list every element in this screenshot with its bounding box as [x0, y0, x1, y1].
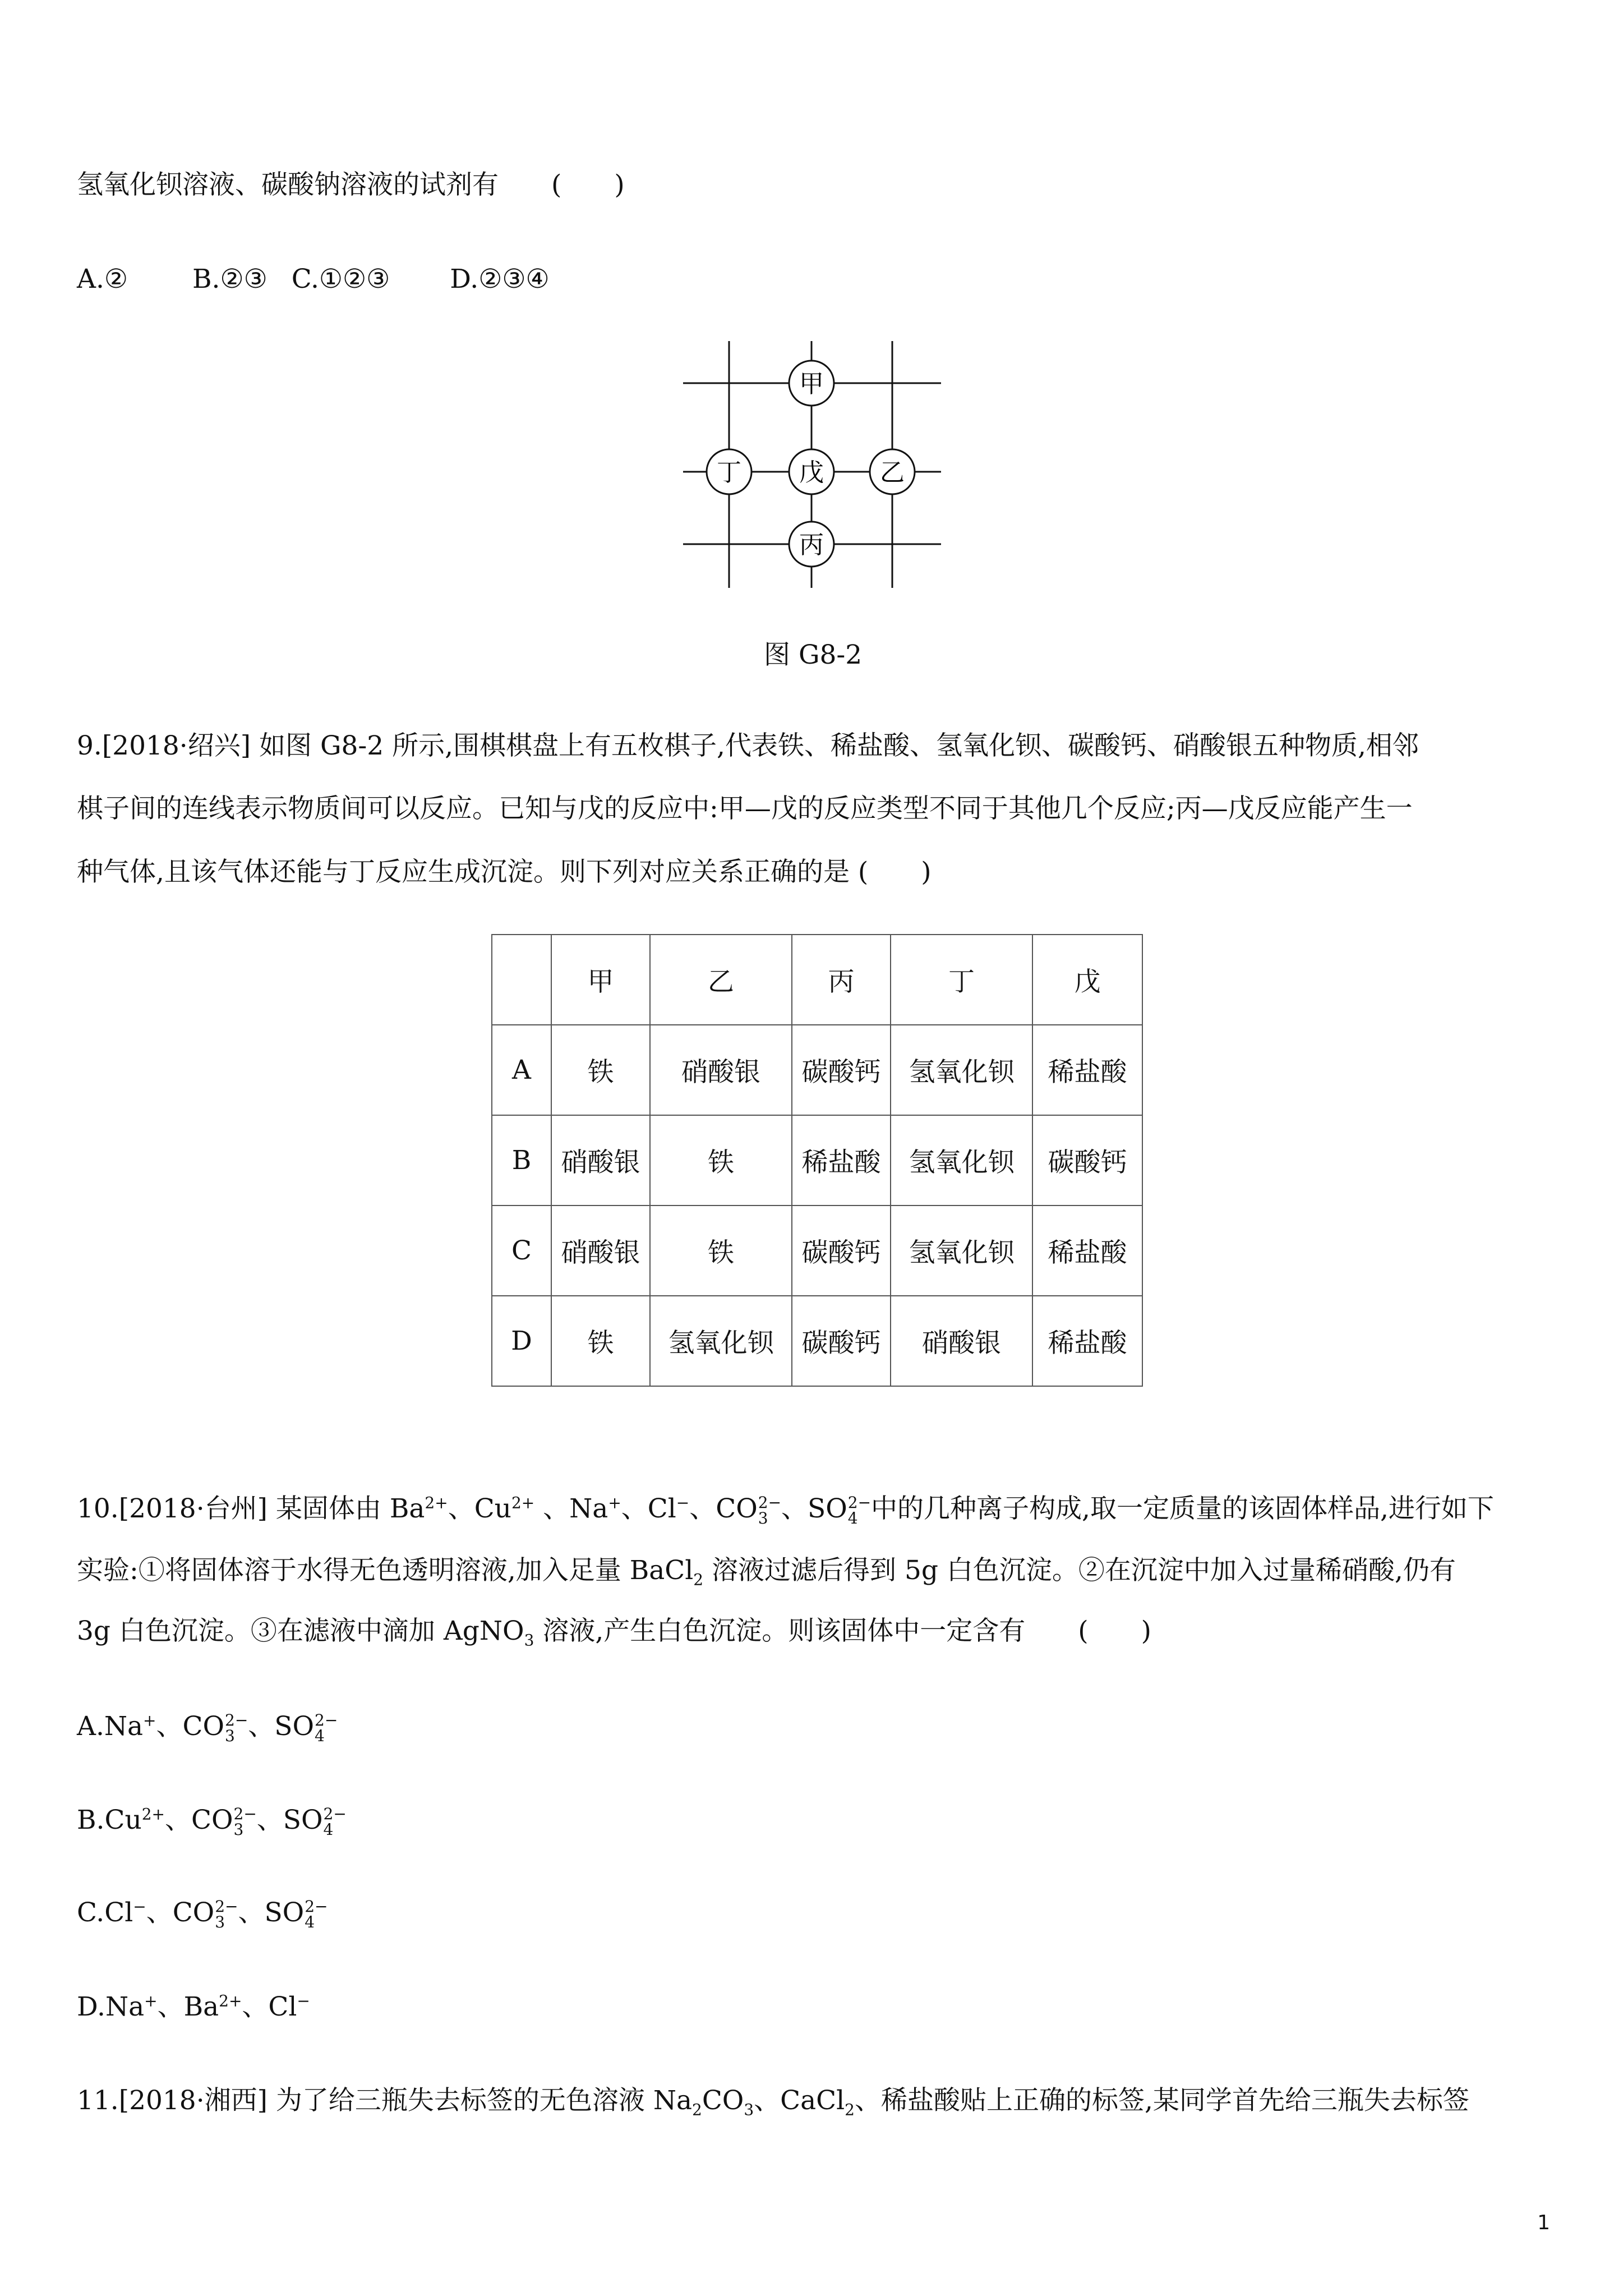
ion-scripts	[315, 1713, 338, 1744]
charge: +	[143, 1711, 156, 1730]
answer-table	[491, 934, 1143, 1387]
subscript: 4	[323, 1820, 334, 1839]
table-cell: 铁	[551, 1296, 650, 1386]
table-cell: 铁	[650, 1205, 792, 1296]
subscript: 4	[315, 1727, 325, 1745]
piece-wu-label: 戊	[799, 458, 824, 487]
q10-option-a	[77, 1710, 1557, 1744]
separator: 、	[156, 1711, 183, 1742]
option-text: Ba	[183, 1991, 219, 2022]
table-cell: 铁	[650, 1115, 792, 1205]
charge: 2+	[425, 1493, 448, 1512]
question-10-line-3	[77, 1614, 1557, 1648]
table-cell: 硝酸银	[551, 1205, 650, 1296]
subscript: 3	[233, 1820, 244, 1839]
q11-text: 、CaCl	[754, 2085, 845, 2116]
q11-text: 11.[2018·湘西] 为了给三瓶失去标签的无色溶液 Na	[77, 2085, 692, 2116]
q10-text: 、SO	[781, 1493, 847, 1524]
charge: 2−	[323, 1805, 347, 1823]
separator: 、	[242, 1991, 269, 2022]
option-d: D.②③④	[450, 264, 550, 295]
table-cell: C	[492, 1205, 551, 1296]
charge: −	[133, 1897, 146, 1916]
ion-scripts	[758, 1495, 781, 1526]
charge: 2−	[225, 1711, 248, 1729]
subscript: 3	[524, 1631, 534, 1650]
ion-scripts	[305, 1899, 328, 1930]
option-text: B.Cu	[77, 1805, 142, 1835]
table-cell: 氢氧化钡	[891, 1205, 1032, 1296]
ion-scripts	[848, 1495, 871, 1526]
table-cell: 稀盐酸	[1032, 1296, 1142, 1386]
q10-text: 3g 白色沉淀。③在滤液中滴加 AgNO	[77, 1616, 524, 1646]
table-header-cell: 戊	[1032, 935, 1142, 1025]
separator: 、	[248, 1711, 275, 1742]
charge: −	[297, 1991, 310, 2010]
option-text: C.Cl	[77, 1897, 133, 1928]
table-header-cell: 甲	[551, 935, 650, 1025]
table-cell: 碳酸钙	[792, 1025, 891, 1115]
separator: 、	[165, 1805, 191, 1835]
option-text: A.Na	[77, 1711, 144, 1742]
subscript: 3	[215, 1913, 225, 1931]
piece-jia	[789, 361, 834, 406]
subscript: 4	[305, 1913, 315, 1931]
table-cell: 碳酸钙	[1032, 1115, 1142, 1205]
q10-text: 溶液,产生白色沉淀。则该固体中一定含有 ( )	[534, 1616, 1151, 1646]
subscript: 3	[758, 1509, 768, 1527]
table-cell: 稀盐酸	[1032, 1205, 1142, 1296]
ion-scripts	[234, 1806, 257, 1838]
option-text: CO	[172, 1897, 215, 1928]
charge: 2+	[511, 1493, 535, 1512]
table-header-cell: 乙	[650, 935, 792, 1025]
q10-text: 10.[2018·台州] 某固体由 Ba	[77, 1493, 425, 1524]
option-text: SO	[283, 1805, 323, 1835]
table-cell: 氢氧化钡	[650, 1296, 792, 1386]
option-text: D.Na	[77, 1991, 145, 2022]
table-cell: A	[492, 1025, 551, 1115]
charge: 2+	[219, 1991, 242, 2010]
table-row	[492, 1205, 1142, 1296]
table-cell: D	[492, 1296, 551, 1386]
subscript: 2	[693, 1570, 704, 1589]
charge: 2−	[305, 1897, 328, 1916]
option-c: C.①②③	[291, 264, 390, 295]
table-header-cell: 丙	[792, 935, 891, 1025]
question-8-options	[77, 263, 1557, 296]
q10-text: 中的几种离子构成,取一定质量的该固体样品,进行如下	[871, 1493, 1494, 1524]
table-cell: 碳酸钙	[792, 1205, 891, 1296]
subscript: 2	[845, 2100, 855, 2119]
charge: 2−	[847, 1493, 872, 1512]
subscript: 4	[847, 1509, 858, 1527]
ion-scripts	[225, 1713, 248, 1744]
separator: 、	[238, 1897, 265, 1928]
figure-caption: 图 G8-2	[764, 639, 863, 670]
table-header-row	[492, 935, 1142, 1025]
charge: 2−	[233, 1805, 257, 1823]
piece-ding	[707, 449, 751, 494]
table-header-cell: 丁	[891, 935, 1032, 1025]
q10-option-c	[77, 1896, 1557, 1930]
table-row	[492, 1115, 1142, 1205]
table-cell: B	[492, 1115, 551, 1205]
separator: 、	[146, 1897, 173, 1928]
question-10-line-1	[77, 1492, 1557, 1526]
q10-text: 、CO	[689, 1493, 758, 1524]
piece-ding-label: 丁	[717, 458, 741, 487]
charge: 2−	[215, 1897, 238, 1916]
page-number: 1	[1537, 2211, 1550, 2234]
table-row	[492, 1296, 1142, 1386]
q11-text: CO	[702, 2085, 744, 2116]
question-10-line-2	[77, 1554, 1557, 1588]
question-9-line-2: 棋子间的连线表示物质间可以反应。已知与戊的反应中:甲—戊的反应类型不同于其他几个反应;丙—戊反应能产生一	[77, 793, 1413, 824]
option-text: SO	[264, 1897, 305, 1928]
charge: −	[676, 1493, 690, 1512]
question-11-line-1	[77, 2084, 1557, 2118]
charge: 2−	[315, 1711, 338, 1729]
table-cell: 硝酸银	[551, 1115, 650, 1205]
option-text: CO	[191, 1805, 233, 1835]
q10-option-b	[77, 1803, 1557, 1838]
question-8-tail: 氢氧化钡溶液、碳酸钠溶液的试剂有 ( )	[77, 169, 625, 200]
subscript: 3	[744, 2100, 754, 2119]
charge: +	[608, 1493, 621, 1512]
table-cell: 氢氧化钡	[891, 1115, 1032, 1205]
q10-text: 、Cl	[621, 1493, 676, 1524]
table-header-cell	[492, 935, 551, 1025]
ion-scripts	[215, 1899, 238, 1930]
separator: 、	[157, 1991, 184, 2022]
option-text: SO	[274, 1711, 315, 1742]
go-board-figure	[683, 341, 941, 588]
option-text: CO	[182, 1711, 224, 1742]
option-a: A.②	[77, 264, 128, 295]
table-cell: 氢氧化钡	[891, 1025, 1032, 1115]
charge: 2−	[758, 1493, 782, 1512]
table-row	[492, 1025, 1142, 1115]
piece-wu	[789, 449, 834, 494]
table-cell: 硝酸银	[650, 1025, 792, 1115]
piece-yi-label: 乙	[880, 458, 905, 487]
table-cell: 稀盐酸	[1032, 1025, 1142, 1115]
question-9-line-3: 种气体,且该气体还能与丁反应生成沉淀。则下列对应关系正确的是 ( )	[77, 857, 932, 887]
q10-option-d	[77, 1990, 1557, 2024]
table-cell: 铁	[551, 1025, 650, 1115]
piece-bing-label: 丙	[799, 531, 824, 559]
question-9-line-1: 9.[2018·绍兴] 如图 G8-2 所示,围棋棋盘上有五枚棋子,代表铁、稀盐酸、氢氧化钡、碳酸钙、硝酸银五种物质,相邻	[77, 730, 1419, 761]
piece-bing	[789, 522, 834, 567]
table-cell: 稀盐酸	[792, 1115, 891, 1205]
piece-yi	[870, 449, 915, 494]
option-b: B.②③	[192, 264, 268, 295]
subscript: 3	[225, 1727, 235, 1745]
separator: 、	[256, 1805, 283, 1835]
q10-text: 溶液过滤后得到 5g 白色沉淀。②在沉淀中加入过量稀硝酸,仍有	[703, 1555, 1456, 1586]
ion-scripts	[324, 1806, 347, 1838]
charge: +	[144, 1991, 158, 2010]
q11-text: 、稀盐酸贴上正确的标签,某同学首先给三瓶失去标签	[854, 2085, 1469, 2116]
subscript: 2	[692, 2100, 702, 2119]
table-cell: 硝酸银	[891, 1296, 1032, 1386]
piece-jia-label: 甲	[799, 370, 824, 398]
charge: 2+	[141, 1805, 165, 1824]
q10-text: 实验:①将固体溶于水得无色透明溶液,加入足量 BaCl	[77, 1555, 694, 1586]
option-text: Cl	[268, 1991, 297, 2022]
q10-text: 、Na	[534, 1493, 608, 1524]
table-cell: 碳酸钙	[792, 1296, 891, 1386]
q10-text: 、Cu	[448, 1493, 511, 1524]
